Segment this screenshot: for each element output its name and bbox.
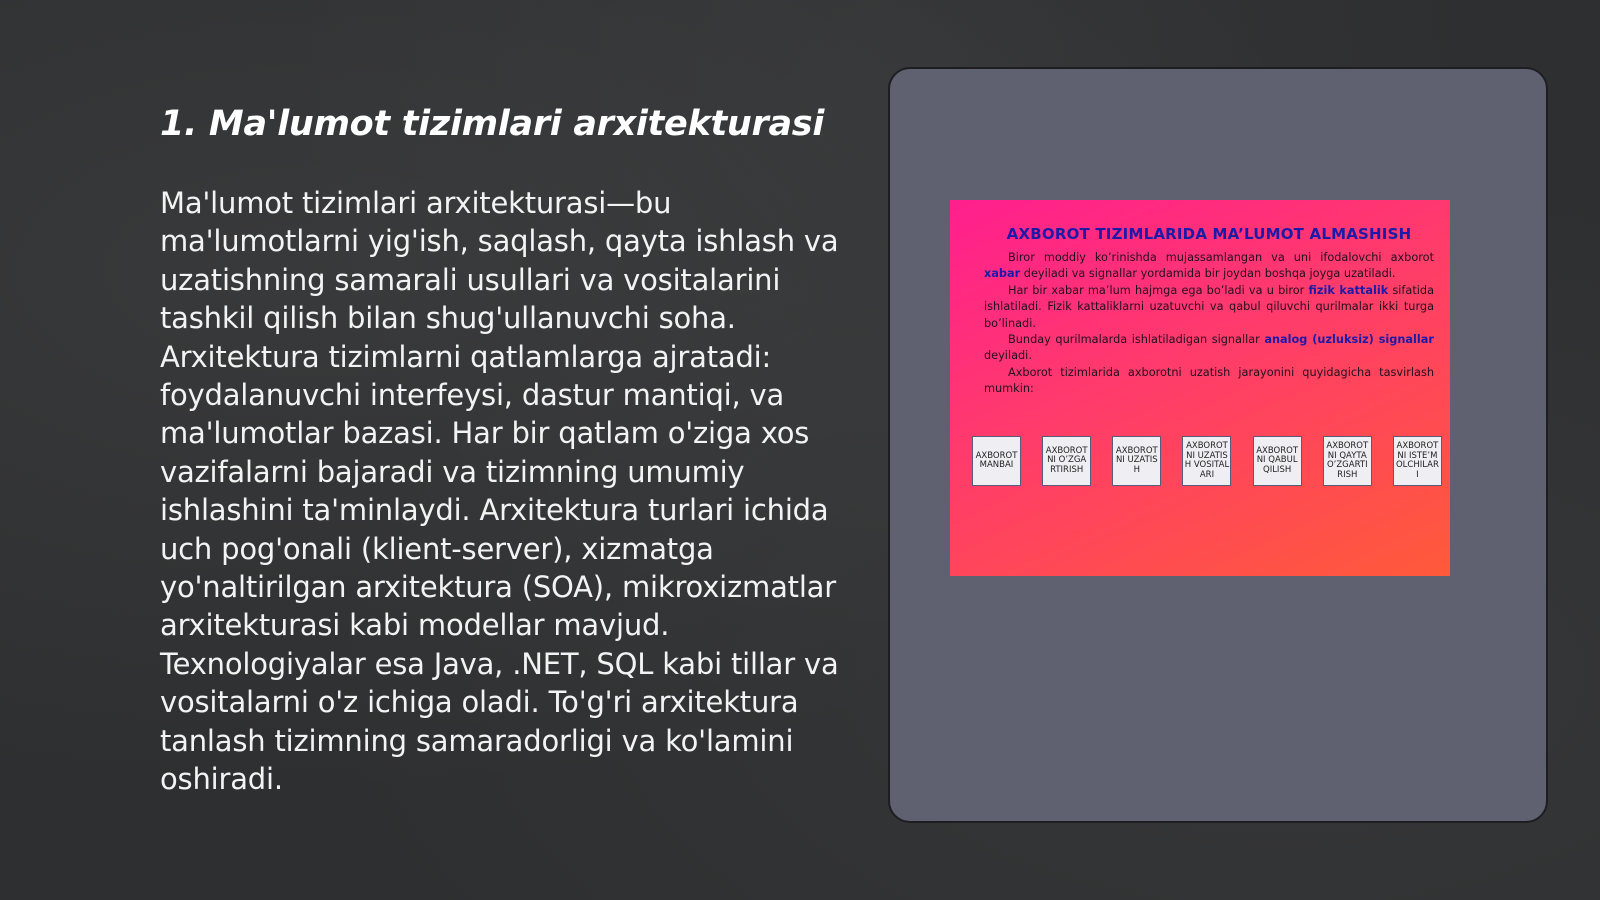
embedded-slide-title: AXBOROT TIZIMLARIDA MA’LUMOT ALMASHISH: [1006, 225, 1412, 243]
flow-box: AXBOROTNI QAYTA O’ZGARTIRISH: [1323, 436, 1372, 486]
slide-title: 1. Ma'lumot tizimlari arxitekturasi: [160, 104, 825, 144]
embedded-paragraph-2: Har bir xabar ma’lum hajmga ega bo’ladi va u biror fizik kattalik sifatida ishlatiladi. Fizik kattaliklarni uzatuvchi va qabul qiluvchi qurilmalar ikki turga bo’linadi.: [984, 283, 1434, 330]
keyword-xabar: xabar: [984, 267, 1021, 281]
keyword-analog-signallar: analog (uzluksiz) signallar: [1264, 333, 1434, 347]
process-flow-diagram: [972, 434, 1442, 488]
embedded-paragraph-1: Biror moddiy ko’rinishda mujassamlangan va uni ifodalovchi axborot xabar deyiladi va signallar yordamida bir joydan boshqa joyga uzatiladi.: [984, 251, 1434, 281]
flow-box: AXBOROT MANBAI: [972, 436, 1021, 486]
flow-box: AXBOROTNI O’ZGARTIRISH: [1042, 436, 1091, 486]
slide-body-text: Ma'lumot tizimlari arxitekturasi—bu ma'lumotlarni yig'ish, saqlash, qayta ishlash va uzatishning samarali usullari va vositalarini tashkil qilish bilan shug'ullanuvchi soha. Arxitektura tizimlarni qatlamlarga ajratadi: foydalanuvchi interfeysi, dastur mantiqi, va ma'lumotlar bazasi. Har bir qatlam o'ziga xos vazifalarni bajaradi va tizimning umumiy ishlashini ta'minlaydi. Arxitektura turlari ichida uch pog'onali (klient-server), xizmatga yo'naltirilgan arxitektura (SOA), mikroxizmatlar arxitekturasi kabi modellar mavjud. Texnologiyalar esa Java, .NET, SQL kabi tillar va vositalarni o'z ichiga oladi. To'g'ri arxitektura tanlash tizimning samaradorligi va ko'lamini oshiradi.: [160, 186, 839, 797]
embedded-paragraph-3: Bunday qurilmalarda ishlatiladigan signallar analog (uzluksiz) signallar deyiladi.: [984, 333, 1434, 363]
embedded-slide-image: [950, 200, 1450, 576]
embedded-paragraph-4: Axborot tizimlarida axborotni uzatish jarayonini quyidagicha tasvirlash mumkin:: [984, 365, 1434, 396]
keyword-fizik-kattalik: fizik kattalik: [1308, 283, 1389, 297]
flow-box: AXBOROTNI ISTE’MOLCHILARI: [1393, 436, 1442, 486]
flow-box: AXBOROTNI UZATISH: [1112, 436, 1161, 486]
flow-box: AXBOROTNI QABUL QILISH: [1253, 436, 1302, 486]
flow-box: AXBOROTNI UZATISH VOSITALARI: [1182, 436, 1231, 486]
